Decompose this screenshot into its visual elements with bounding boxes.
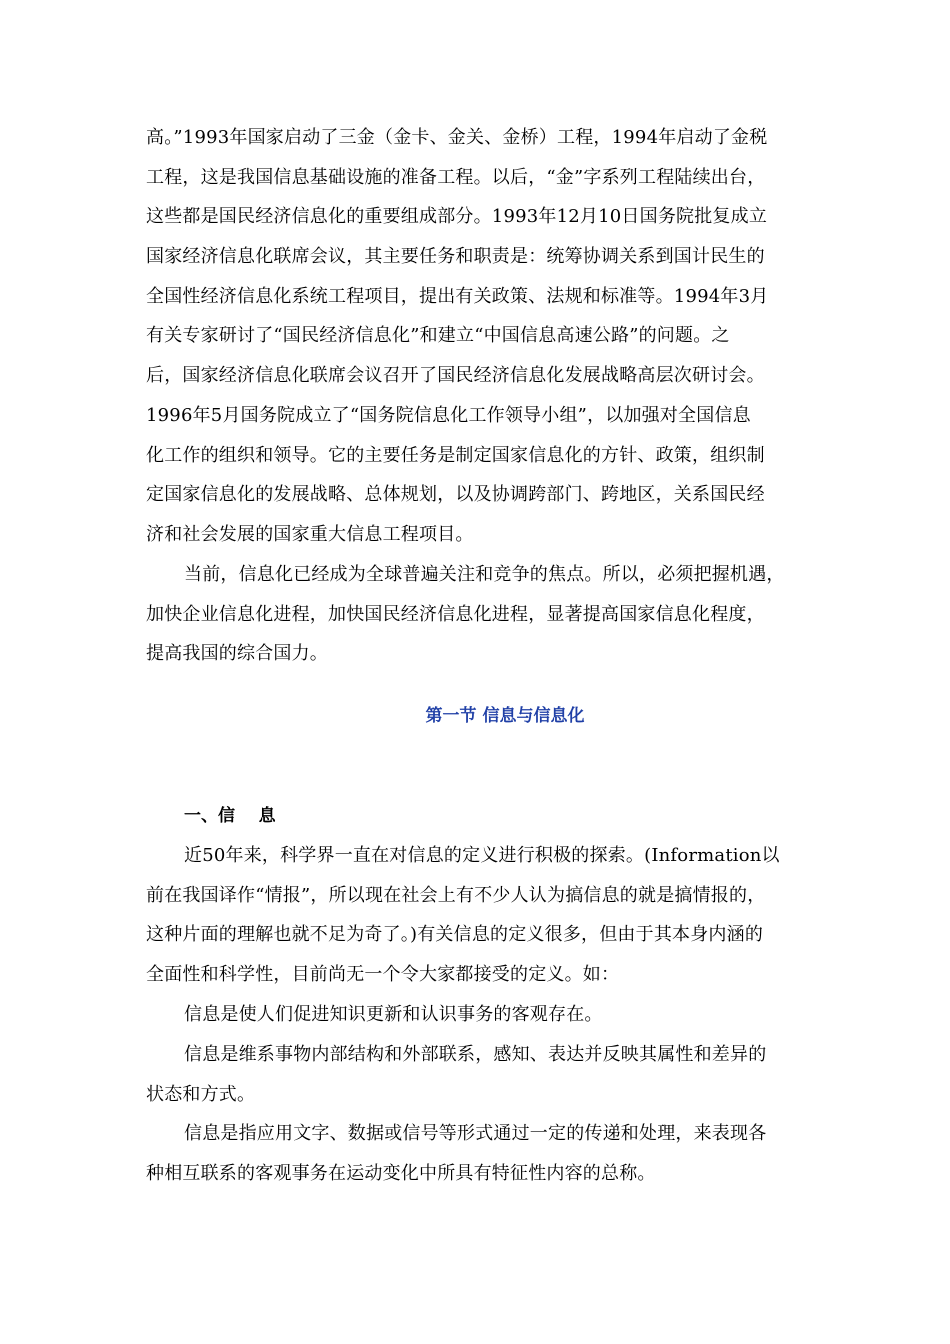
text-line: 当前，信息化已经成为全球普遍关注和竞争的焦点。所以，必须把握机遇， (184, 564, 785, 585)
text-line: 加快企业信息化进程，加快国民经济信息化进程，显著提高国家信息化程度， (146, 603, 765, 625)
paragraph-definition-2 (146, 1035, 810, 1114)
text-line: 提高我国的综合国力。 (146, 643, 328, 665)
text-line: 后，国家经济信息化联席会议召开了国民经济信息化发展战略高层次研讨会。 (146, 365, 765, 387)
text-line: 济和社会发展的国家重大信息工程项目。 (146, 523, 474, 545)
text-line: 有关专家研讨了“国民经济信息化”和建立“中国信息高速公路”的问题。之 (146, 325, 730, 347)
text-line: 这些都是国民经济信息化的重要组成部分。1993年12月10日国务院批复成立 (146, 206, 768, 228)
text-line: 近50年来，科学界一直在对信息的定义进行积极的探索。(Information以 (184, 845, 780, 866)
paragraph-definition-intro (146, 836, 810, 995)
text-line: 高。”1993年国家启动了三金（金卡、金关、金桥）工程，1994年启动了金税 (146, 127, 768, 148)
text-line: 国家经济信息化联席会议，其主要任务和职责是：统筹协调关系到国计民生的 (146, 246, 765, 268)
paragraph-definition-3 (146, 1114, 810, 1193)
text-line: 全国性经济信息化系统工程项目，提出有关政策、法规和标准等。1994年3月 (146, 285, 769, 307)
text-line: 全面性和科学性，目前尚无一个令大家都接受的定义。如： (146, 964, 620, 986)
text-line: 种相互联系的客观事务在运动变化中所具有特征性内容的总称。 (146, 1162, 656, 1184)
paragraph-definition-1 (146, 995, 810, 1035)
text-line: 化工作的组织和领导。它的主要任务是制定国家信息化的方针、政策，组织制 (146, 444, 765, 466)
text-line: 信息是维系事物内部结构和外部联系，感知、表达并反映其属性和差异的 (184, 1044, 767, 1065)
paragraph-history (146, 118, 810, 555)
text-line: 定国家信息化的发展战略、总体规划，以及协调跨部门、跨地区，关系国民经 (146, 484, 765, 506)
text-line: 前在我国译作“情报”，所以现在社会上有不少人认为搞信息的就是搞情报的， (146, 884, 766, 906)
text-line: 这种片面的理解也就不足为奇了。)有关信息的定义很多，但由于其本身内涵的 (146, 924, 764, 946)
text-line: 状态和方式。 (146, 1083, 256, 1105)
text-line: 工程，这是我国信息基础设施的准备工程。以后，“金”字系列工程陆续出台， (146, 166, 766, 188)
section-heading: 第一节 信息与信息化 (425, 706, 585, 726)
subsection-heading: 一、信 息 (184, 806, 276, 826)
text-line: 信息是使人们促进知识更新和认识事务的客观存在。 (184, 1004, 603, 1025)
text-line: 信息是指应用文字、数据或信号等形式通过一定的传递和处理，来表现各 (184, 1123, 767, 1144)
text-line: 1996年5月国务院成立了“国务院信息化工作领导小组”，以加强对全国信息 (146, 404, 751, 426)
paragraph-current (146, 555, 810, 674)
